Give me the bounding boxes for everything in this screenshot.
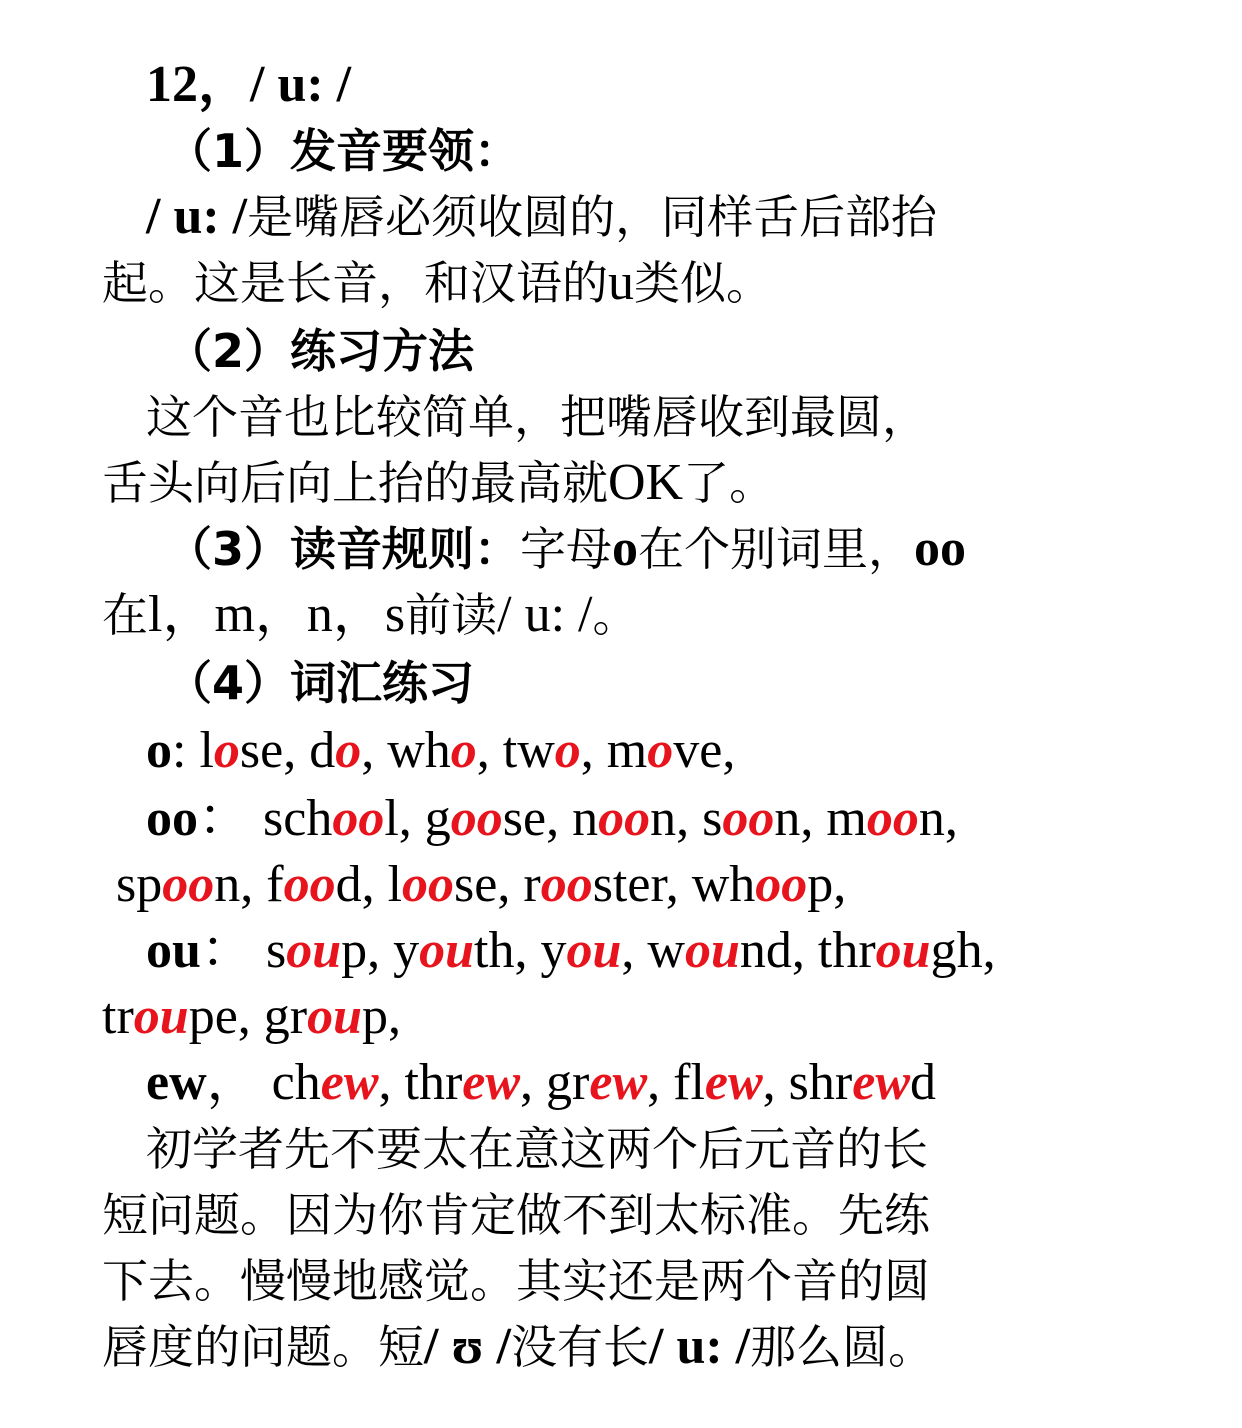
vocab-row-oo-2 (0, 852, 1242, 918)
highlight-letters: ou (419, 922, 475, 979)
item-2-heading-text: （2）练习方法 (166, 324, 475, 378)
vocab-word (264, 988, 388, 1045)
phonetic-u-short: / ʊ / (424, 1318, 511, 1375)
item-1-heading (0, 118, 1242, 184)
vocab-word (116, 856, 240, 913)
item-2-body-text-b: 舌头向后向上抬的最高就 (102, 456, 608, 510)
item-3-body-c3: 前读 (405, 588, 498, 642)
word-separator: , (398, 790, 425, 847)
word-separator: , (361, 856, 388, 913)
word-part: s (702, 790, 723, 847)
word-separator: , (497, 856, 524, 913)
vocab-word (388, 856, 498, 913)
item-1-heading-text: （1）发音要领： (166, 124, 521, 178)
closing-text-d: 唇度的问题。短 (102, 1320, 424, 1374)
highlight-letters: o (213, 722, 240, 779)
word-separator: , (944, 790, 958, 847)
highlight-letters: o (647, 722, 674, 779)
highlight-letters: oo (162, 856, 215, 913)
highlight-letters: ew (462, 1054, 521, 1111)
vocab-word (309, 722, 361, 779)
word-part: w (647, 922, 685, 979)
word-part: p (362, 988, 389, 1045)
word-part: wh (691, 856, 756, 913)
word-part: r (523, 856, 541, 913)
highlight-letters: ew (320, 1054, 379, 1111)
item-3-letter-o: o (612, 520, 639, 577)
vocab-label-oo: oo (146, 790, 198, 847)
word-part: sch (263, 790, 333, 847)
word-part: wh (387, 722, 451, 779)
word-separator: , (621, 922, 648, 979)
vocab-word (503, 722, 581, 779)
word-separator: , (833, 856, 847, 913)
item-2-body-text-a: 这个音也比较简单，把嘴唇收到最圆， (146, 390, 928, 444)
item-1-body-line-1 (0, 184, 1242, 250)
word-part: gr (546, 1054, 590, 1111)
highlight-letters: ou (875, 922, 931, 979)
closing-line-4 (0, 1314, 1242, 1380)
word-part: pe (188, 988, 238, 1045)
word-part: ster (592, 856, 666, 913)
word-separator: , (237, 988, 264, 1045)
vocab-word (789, 1054, 936, 1111)
item-1-body-text-b: 起。这是长音，和汉语的 (102, 256, 608, 310)
word-separator: , (580, 722, 607, 779)
word-part: ch (271, 1054, 321, 1111)
word-separator: , (665, 856, 692, 913)
item-3-line-2 (0, 582, 1242, 648)
item-4-heading-text: （4）词汇练习 (166, 656, 475, 710)
vocab-word (647, 922, 791, 979)
highlight-letters: ou (566, 922, 622, 979)
vocab-word (199, 722, 283, 779)
word-separator: , (476, 722, 503, 779)
highlight-letters: ew (589, 1054, 648, 1111)
item-3-body-c4: / u: / (497, 586, 593, 643)
word-separator: , (283, 722, 310, 779)
word-separator: , (378, 1054, 405, 1111)
closing-text-f: 那么圆。 (750, 1320, 935, 1374)
vocab-word (263, 790, 399, 847)
vocab-label-sep: : (172, 722, 200, 779)
word-separator: , (722, 722, 736, 779)
word-part: p (807, 856, 834, 913)
word-separator: , (647, 1054, 674, 1111)
vocab-word (523, 856, 665, 913)
word-part: se (239, 722, 284, 779)
item-3-body-c5: 。 (592, 588, 639, 642)
word-separator: , (514, 922, 541, 979)
word-part: gh (930, 922, 983, 979)
word-part: s (265, 922, 287, 979)
item-1-body-text-a: 是嘴唇必须收圆的，同样舌后部抬 (247, 190, 938, 244)
vocab-word (266, 856, 361, 913)
word-part: d (335, 856, 362, 913)
item-2-body-text-c: 了。 (683, 456, 776, 510)
word-part: nd (739, 922, 792, 979)
word-part: ve (673, 722, 723, 779)
word-separator: , (388, 988, 402, 1045)
highlight-letters: ou (133, 988, 189, 1045)
word-part: se (454, 856, 498, 913)
vocab-word (673, 1054, 763, 1111)
closing-text-b: 短问题。因为你肯定做不到太标准。先练 (102, 1188, 930, 1242)
vocab-word (393, 922, 514, 979)
item-3-line-1 (0, 516, 1242, 582)
word-part: tw (502, 722, 555, 779)
word-separator: , (520, 1054, 547, 1111)
highlight-letters: o (554, 722, 581, 779)
item-4-heading (0, 650, 1242, 716)
word-separator: , (982, 922, 996, 979)
word-separator: , (367, 922, 394, 979)
highlight-letters: o (450, 722, 477, 779)
vocab-word (102, 988, 238, 1045)
vocab-word (425, 790, 546, 847)
item-3-body-a: 字母 (520, 522, 613, 576)
vocab-row-ou-2 (0, 984, 1242, 1050)
vocab-label-ew: ew (146, 1054, 207, 1111)
item-1-body-line-2 (0, 250, 1242, 316)
highlight-letters: oo (722, 790, 775, 847)
word-part: n (918, 790, 945, 847)
vocab-row-ou-1 (0, 918, 1242, 984)
item-3-body-c2: l，m，n，s (148, 586, 406, 643)
word-separator: , (361, 722, 388, 779)
word-part: m (826, 790, 867, 847)
highlight-letters: o (335, 722, 362, 779)
vocab-word (272, 1054, 379, 1111)
word-part: n (572, 790, 599, 847)
word-separator: , (762, 1054, 789, 1111)
word-part: tr (102, 988, 134, 1045)
word-part: se (502, 790, 547, 847)
word-part: n (214, 856, 241, 913)
item-3-letters-oo: oo (914, 520, 967, 577)
highlight-letters: oo (866, 790, 919, 847)
highlight-letters: oo (540, 856, 593, 913)
item-2-body-line-1 (0, 384, 1242, 450)
vocab-word (405, 1054, 521, 1111)
highlight-letters: ew (704, 1054, 763, 1111)
highlight-letters: oo (332, 790, 385, 847)
item-2-body-ok: OK (608, 454, 684, 511)
word-part: thr (404, 1054, 463, 1111)
vocab-row-o (0, 718, 1242, 784)
highlight-letters: oo (402, 856, 455, 913)
section-title-text: 12，/ u: / (146, 56, 352, 113)
word-part: n (774, 790, 801, 847)
closing-line-2 (0, 1182, 1242, 1248)
vocab-row-ew (0, 1050, 1242, 1116)
word-part: thr (817, 922, 876, 979)
vocab-label-sep: ， (206, 1054, 272, 1111)
item-3-heading-text: （3）读音规则： (166, 522, 521, 576)
word-part: gr (263, 988, 308, 1045)
item-2-heading (0, 318, 1242, 384)
word-separator: , (546, 790, 573, 847)
highlight-letters: oo (450, 790, 503, 847)
vocab-word (266, 922, 367, 979)
vocab-word (826, 790, 944, 847)
section-title (0, 52, 1242, 118)
vocab-word (572, 790, 676, 847)
word-separator: , (800, 790, 827, 847)
item-3-body-b: 在个别词里， (638, 522, 915, 576)
item-2-body-line-2 (0, 450, 1242, 516)
closing-text-e: 没有长 (511, 1320, 649, 1374)
vocab-label-ou: ou (146, 922, 201, 979)
vocab-label-sep: ： (200, 922, 266, 979)
word-part: d (910, 1054, 936, 1111)
vocab-row-oo-1 (0, 786, 1242, 852)
vocab-word (702, 790, 800, 847)
vocab-word (607, 722, 723, 779)
closing-text-c: 下去。慢慢地感觉。其实还是两个音的圆 (102, 1254, 930, 1308)
word-part: l (199, 722, 214, 779)
highlight-letters: ou (307, 988, 363, 1045)
phonetic-u-long: / u: / (146, 188, 248, 245)
word-part: l (387, 856, 403, 913)
word-separator: , (791, 922, 818, 979)
word-part: y (540, 922, 567, 979)
word-separator: , (240, 856, 267, 913)
highlight-letters: ew (852, 1054, 910, 1111)
closing-line-1 (0, 1116, 1242, 1182)
vocab-word (540, 922, 621, 979)
vocab-word (818, 922, 983, 979)
item-1-body-text-c: 类似。 (634, 256, 772, 310)
word-part: g (424, 790, 451, 847)
word-separator: , (676, 790, 703, 847)
highlight-letters: ou (684, 922, 740, 979)
vocab-label-sep: ： (198, 790, 264, 847)
highlight-letters: oo (283, 856, 336, 913)
highlight-letters: ou (286, 922, 342, 979)
vocab-label-o: o (146, 722, 172, 779)
item-1-body-u: u (608, 254, 634, 311)
vocab-word (387, 722, 477, 779)
item-3-body-c1: 在 (102, 588, 148, 642)
word-part: n (650, 790, 677, 847)
phonetic-u-long-2: / u: / (649, 1318, 751, 1375)
word-part: sp (116, 856, 163, 913)
highlight-letters: oo (755, 856, 808, 913)
closing-text-a: 初学者先不要太在意这两个后元音的长 (146, 1122, 928, 1176)
word-part: f (266, 856, 284, 913)
word-part: p (341, 922, 368, 979)
word-part: m (606, 722, 648, 779)
highlight-letters: oo (598, 790, 651, 847)
closing-line-3 (0, 1248, 1242, 1314)
vocab-word (546, 1054, 647, 1111)
word-part: fl (673, 1054, 705, 1111)
word-part: y (393, 922, 420, 979)
word-part: d (309, 722, 336, 779)
word-part: th (474, 922, 515, 979)
word-part: l (384, 790, 399, 847)
vocab-word (692, 856, 834, 913)
word-part: shr (788, 1054, 853, 1111)
